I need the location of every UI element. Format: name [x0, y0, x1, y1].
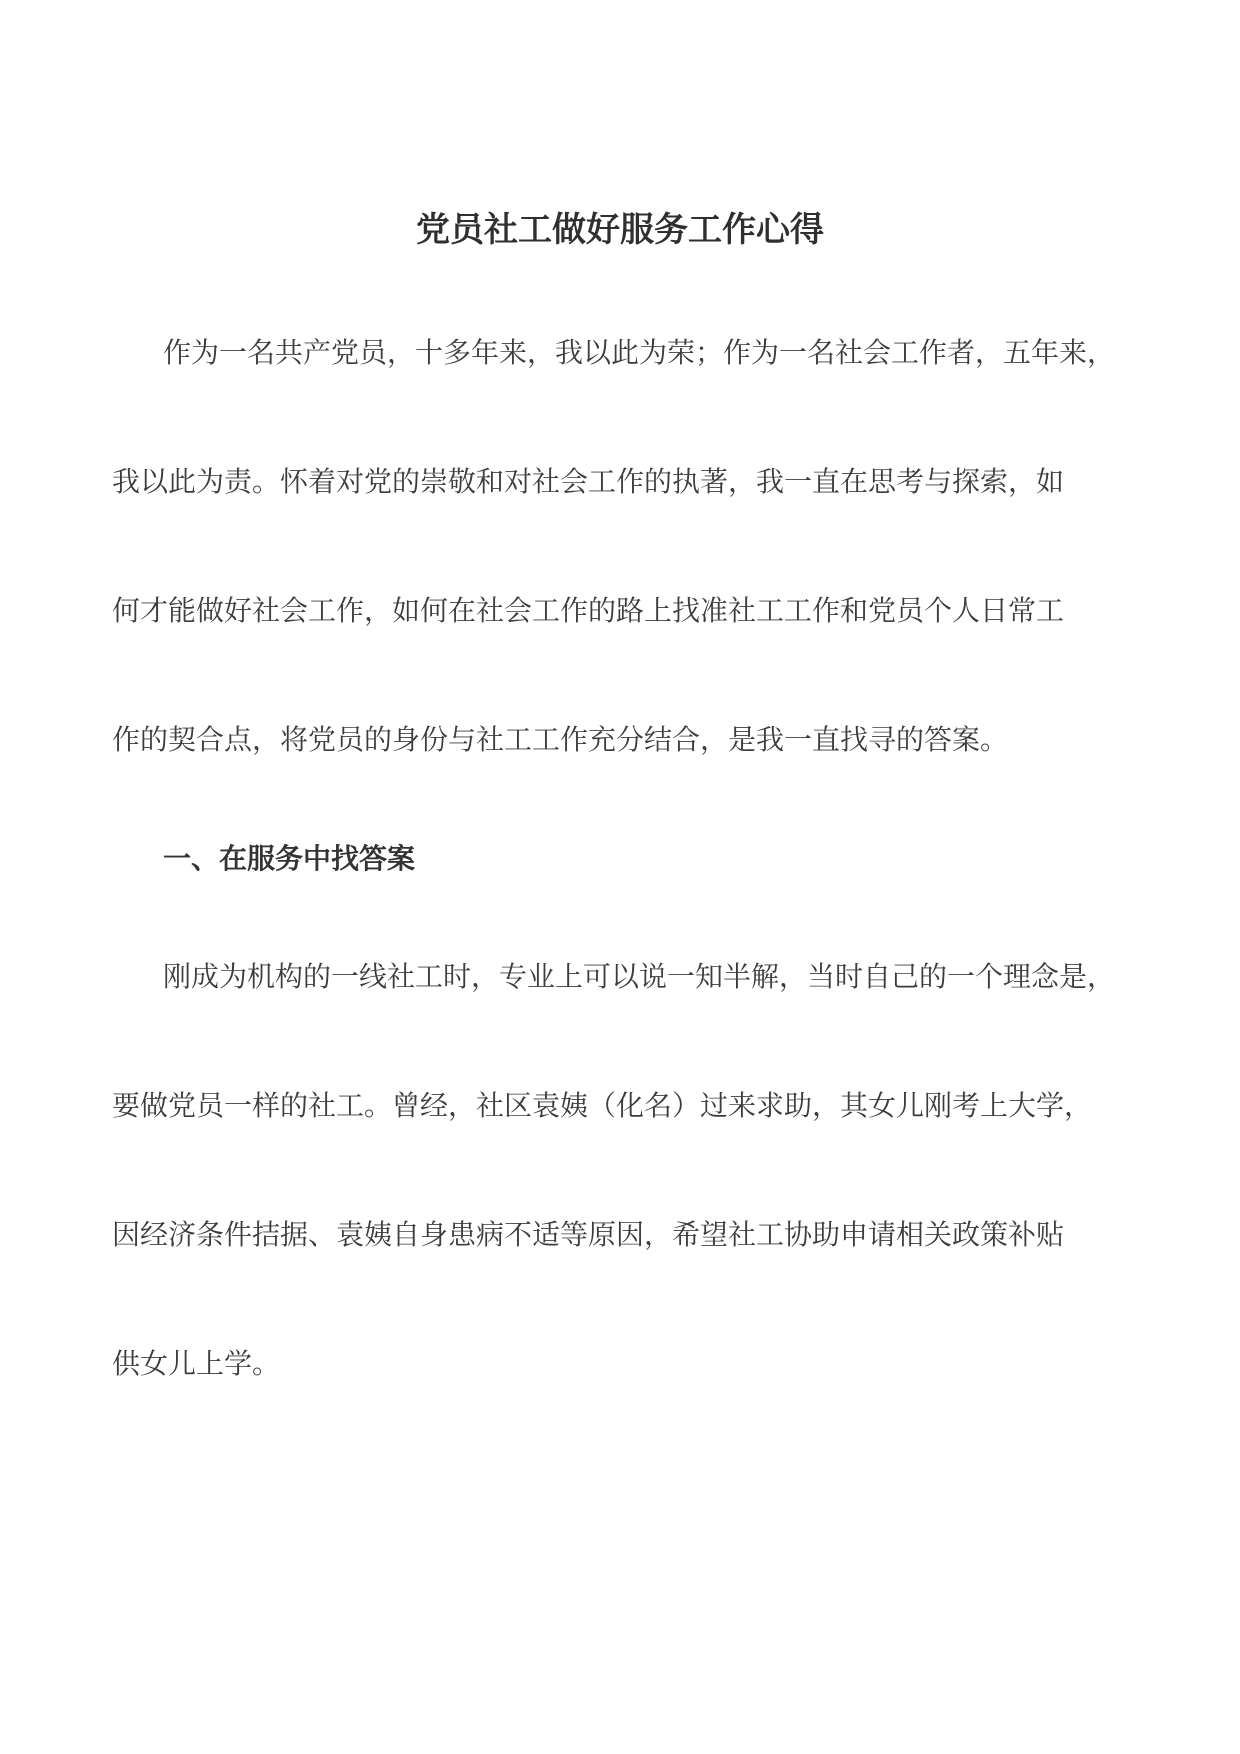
paragraph-line: 供女儿上学。 [112, 1347, 281, 1380]
paragraph-line: 我以此为责。怀着对党的崇敬和对社会工作的执著，我一直在思考与探索，如 [112, 465, 1065, 498]
paragraph-line: 作的契合点，将党员的身份与社工工作充分结合，是我一直找寻的答案。 [112, 723, 1009, 756]
paragraph-line: 刚成为机构的一线社工时，专业上可以说一知半解，当时自己的一个理念是， [163, 960, 1116, 993]
document-title: 党员社工做好服务工作心得 [416, 210, 824, 250]
paragraph-line: 要做党员一样的社工。曾经，社区袁姨（化名）过来求助，其女儿刚考上大学， [112, 1089, 1093, 1122]
section-heading: 一、在服务中找答案 [163, 842, 416, 875]
paragraph-line: 何才能做好社会工作，如何在社会工作的路上找准社工工作和党员个人日常工 [112, 594, 1065, 627]
paragraph-line: 因经济条件拮据、袁姨自身患病不适等原因，希望社工协助申请相关政策补贴 [112, 1218, 1065, 1251]
paragraph-line: 作为一名共产党员，十多年来，我以此为荣；作为一名社会工作者，五年来， [163, 336, 1116, 369]
